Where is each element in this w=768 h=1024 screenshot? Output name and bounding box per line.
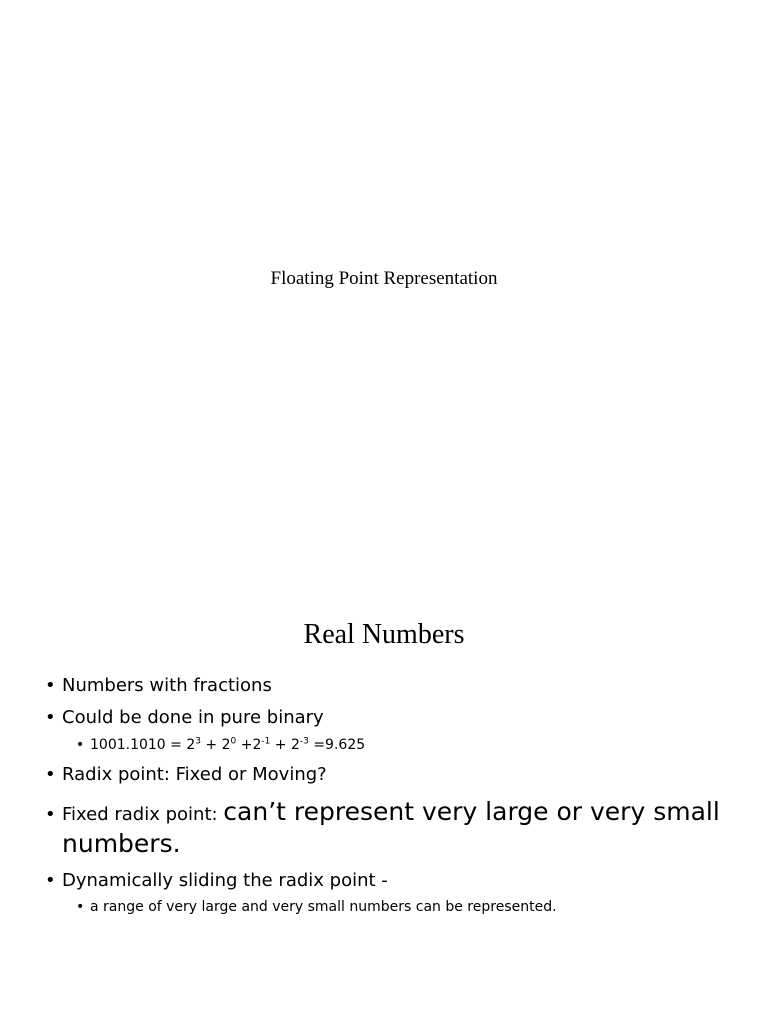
bullet-text: Dynamically sliding the radix point -: [62, 870, 388, 891]
slide-title: Real Numbers: [303, 619, 465, 650]
bullet-marker: •: [45, 804, 56, 825]
bullet-marker: •: [76, 899, 85, 915]
bullet-item: [45, 869, 388, 893]
bullet-item: [45, 706, 324, 730]
bullet-marker: •: [45, 870, 56, 891]
binary-example: $1001.1010 = 2^3 + 2^0 +2^{-1} + 2^{-3} =9.625$: [90, 736, 366, 753]
sub-bullet-item: [76, 897, 557, 917]
bullet-text-large: can’t represent very large or very small: [223, 797, 720, 826]
bullet-item: [45, 796, 720, 831]
bullet-text-large-continued: numbers.: [62, 829, 181, 858]
bullet-text: Radix point: Fixed or Moving?: [62, 764, 327, 785]
bullet-text: Numbers with fractions: [62, 675, 272, 696]
bullet-text: a range of very large and very small numbers can be represented.: [90, 899, 557, 915]
bullet-marker: •: [45, 707, 56, 728]
bullet-item: [45, 763, 327, 787]
bullet-text: Could be done in pure binary: [62, 707, 324, 728]
slide-title: Floating Point Representation: [270, 268, 498, 289]
bullet-marker: •: [45, 675, 56, 696]
bullet-text: Fixed radix point:: [62, 804, 224, 825]
bullet-marker: •: [76, 737, 85, 753]
sub-bullet-item: [76, 735, 365, 755]
bullet-item: [45, 674, 272, 698]
bullet-marker: •: [45, 764, 56, 785]
